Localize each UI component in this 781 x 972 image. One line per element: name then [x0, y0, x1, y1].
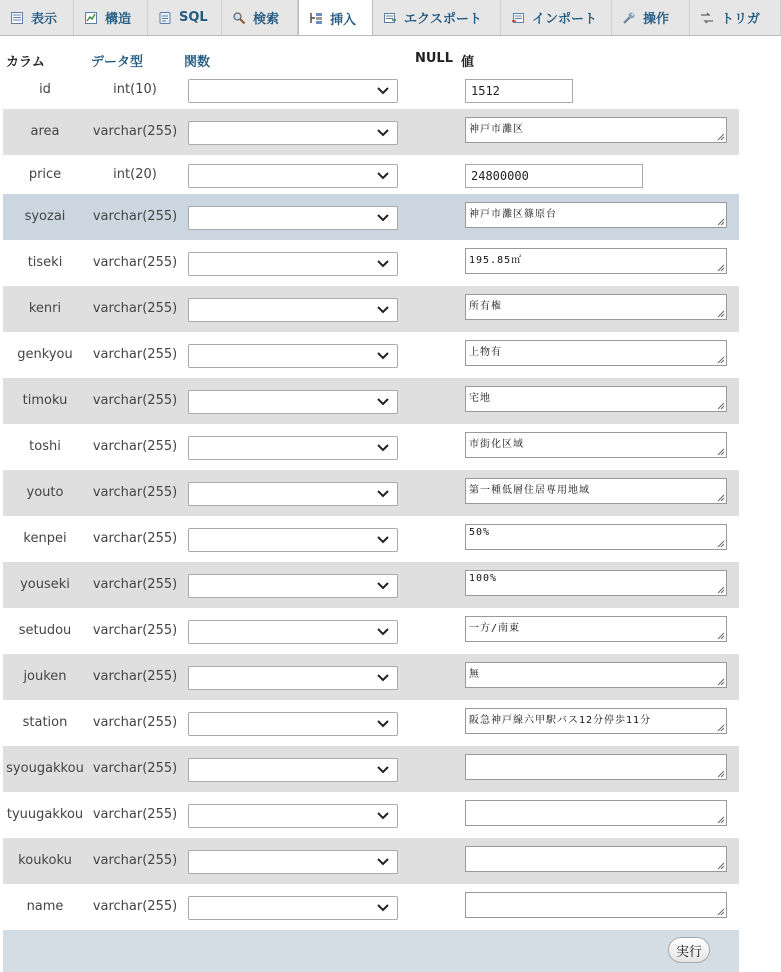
value-textarea[interactable]: [465, 708, 727, 734]
table-row: [3, 109, 739, 155]
tab-insert[interactable]: [298, 0, 373, 36]
search-icon: [232, 11, 246, 25]
resize-grip-icon[interactable]: [715, 262, 725, 272]
value-textarea[interactable]: [465, 616, 727, 642]
function-select[interactable]: [188, 758, 398, 782]
column-type: varchar(255): [92, 623, 178, 638]
structure-icon: [84, 11, 98, 25]
column-name: koukoku: [18, 853, 72, 868]
value-input[interactable]: 1512: [465, 79, 573, 103]
chevron-down-icon: [376, 170, 390, 182]
tab-label: 挿入: [330, 12, 357, 28]
function-select[interactable]: [188, 620, 398, 644]
table-row: [3, 516, 739, 562]
insert-icon: [309, 11, 323, 25]
resize-grip-icon[interactable]: [715, 492, 725, 502]
header-null: NULL: [415, 51, 454, 66]
resize-grip-icon[interactable]: [715, 538, 725, 548]
export-icon: [383, 11, 397, 25]
function-select[interactable]: [188, 574, 398, 598]
function-select[interactable]: [188, 206, 398, 230]
column-name: youto: [26, 485, 64, 500]
tab-import[interactable]: [501, 0, 612, 35]
resize-grip-icon[interactable]: [715, 722, 725, 732]
tab-label: 表示: [31, 12, 58, 27]
value-text: 阪急神戸線六甲駅バス12分停歩11分: [469, 715, 652, 726]
value-text: 195.85㎡: [469, 255, 523, 266]
table-row: [3, 155, 739, 194]
table-row: [3, 424, 739, 470]
value-textarea[interactable]: [465, 570, 727, 596]
chevron-down-icon: [376, 718, 390, 730]
column-name: id: [39, 82, 51, 97]
value-textarea[interactable]: [465, 248, 727, 274]
value-text: 第一種低層住居専用地域: [469, 485, 590, 496]
value-textarea[interactable]: [465, 524, 727, 550]
tab-sql[interactable]: [148, 0, 222, 35]
tab-triggers[interactable]: [690, 0, 781, 35]
value-text: 一方/南東: [469, 623, 521, 634]
resize-grip-icon[interactable]: [715, 814, 725, 824]
tab-structure[interactable]: [74, 0, 148, 35]
function-select[interactable]: [188, 298, 398, 322]
table-row: [3, 286, 739, 332]
column-name: tiseki: [27, 255, 63, 270]
column-name: youseki: [20, 577, 70, 592]
execute-button[interactable]: 実行: [668, 937, 710, 963]
column-type: varchar(255): [92, 715, 178, 730]
chevron-down-icon: [376, 626, 390, 638]
table-row: [3, 700, 739, 746]
column-name: kenpei: [23, 531, 67, 546]
tab-bar: [0, 0, 781, 36]
triggers-icon: [700, 11, 714, 25]
tab-search[interactable]: [222, 0, 298, 35]
browse-icon: [10, 11, 24, 25]
column-type: varchar(255): [92, 531, 178, 546]
chevron-down-icon: [376, 127, 390, 139]
function-select[interactable]: [188, 121, 398, 145]
value-textarea[interactable]: [465, 892, 727, 918]
tab-label: 構造: [105, 12, 132, 27]
column-name: station: [22, 715, 68, 730]
chevron-down-icon: [376, 258, 390, 270]
tab-label: 操作: [643, 12, 670, 27]
column-type: varchar(255): [92, 301, 178, 316]
table-row: [3, 470, 739, 516]
function-select[interactable]: [188, 79, 398, 103]
function-select[interactable]: [188, 164, 398, 188]
resize-grip-icon[interactable]: [715, 308, 725, 318]
column-name: kenri: [28, 301, 62, 316]
value-text: 宅地: [469, 393, 491, 404]
table-row: [3, 70, 739, 109]
column-name: price: [28, 167, 62, 182]
table-row: [3, 884, 739, 930]
column-type: varchar(255): [92, 255, 178, 270]
table-row: [3, 746, 739, 792]
column-type: varchar(255): [92, 439, 178, 454]
value-textarea[interactable]: [465, 202, 727, 228]
column-type: varchar(255): [92, 761, 178, 776]
resize-grip-icon[interactable]: [715, 446, 725, 456]
function-select[interactable]: [188, 482, 398, 506]
column-type: varchar(255): [92, 669, 178, 684]
resize-grip-icon[interactable]: [715, 906, 725, 916]
table-row: [3, 608, 739, 654]
column-name: jouken: [23, 669, 67, 684]
tab-label: 検索: [253, 12, 280, 27]
column-type: varchar(255): [92, 577, 178, 592]
value-textarea[interactable]: [465, 432, 727, 458]
table-row: [3, 378, 739, 424]
value-textarea[interactable]: [465, 117, 727, 143]
tab-label: エクスポート: [404, 12, 482, 27]
column-name: tyuugakkou: [6, 807, 84, 822]
column-type: varchar(255): [92, 899, 178, 914]
function-select[interactable]: [188, 390, 398, 414]
value-text: 市街化区域: [469, 439, 524, 450]
tab-export[interactable]: [373, 0, 501, 35]
column-name: setudou: [18, 623, 72, 638]
value-textarea[interactable]: [465, 386, 727, 412]
value-input[interactable]: 24800000: [465, 164, 643, 188]
function-select[interactable]: [188, 804, 398, 828]
column-name: syougakkou: [6, 761, 84, 776]
chevron-down-icon: [376, 580, 390, 592]
table-row: [3, 240, 739, 286]
resize-grip-icon[interactable]: [715, 131, 725, 141]
import-icon: [511, 11, 525, 25]
value-text: 上物有: [469, 347, 502, 358]
column-type: varchar(255): [92, 124, 178, 139]
chevron-down-icon: [376, 396, 390, 408]
chevron-down-icon: [376, 85, 390, 97]
table-row: [3, 194, 739, 240]
value-textarea[interactable]: [465, 294, 727, 320]
chevron-down-icon: [376, 856, 390, 868]
column-name: genkyou: [17, 347, 73, 362]
column-name: toshi: [29, 439, 61, 454]
function-select[interactable]: [188, 850, 398, 874]
chevron-down-icon: [376, 902, 390, 914]
function-select[interactable]: [188, 252, 398, 276]
chevron-down-icon: [376, 534, 390, 546]
resize-grip-icon[interactable]: [715, 860, 725, 870]
header-function[interactable]: 関数: [184, 55, 211, 70]
header-value: 値: [461, 55, 475, 70]
resize-grip-icon[interactable]: [715, 400, 725, 410]
value-textarea[interactable]: [465, 846, 727, 872]
tab-wrench[interactable]: [612, 0, 690, 35]
value-textarea[interactable]: [465, 662, 727, 688]
tab-browse[interactable]: [0, 0, 74, 35]
header-type[interactable]: データ型: [91, 55, 144, 70]
insert-form-table: [3, 46, 739, 930]
table-row: [3, 332, 739, 378]
resize-grip-icon[interactable]: [715, 630, 725, 640]
value-textarea[interactable]: [465, 478, 727, 504]
table-row: [3, 562, 739, 608]
value-textarea[interactable]: [465, 800, 727, 826]
chevron-down-icon: [376, 810, 390, 822]
chevron-down-icon: [376, 212, 390, 224]
chevron-down-icon: [376, 304, 390, 316]
table-row: [3, 838, 739, 884]
chevron-down-icon: [376, 350, 390, 362]
resize-grip-icon[interactable]: [715, 584, 725, 594]
tab-label: トリガ: [721, 12, 760, 27]
value-text: 50%: [469, 527, 491, 538]
column-type: varchar(255): [92, 485, 178, 500]
function-select[interactable]: [188, 528, 398, 552]
header-column: カラム: [6, 55, 45, 70]
tab-label: インポート: [532, 12, 598, 27]
chevron-down-icon: [376, 764, 390, 776]
function-select[interactable]: [188, 436, 398, 460]
table-row: [3, 654, 739, 700]
value-text: 神戸市灘区: [469, 124, 524, 135]
column-type: varchar(255): [92, 853, 178, 868]
chevron-down-icon: [376, 488, 390, 500]
tab-label: SQL: [179, 10, 208, 25]
sql-icon: [158, 11, 172, 25]
function-select[interactable]: [188, 712, 398, 736]
table-row: [3, 792, 739, 838]
column-name: timoku: [22, 393, 68, 408]
function-select[interactable]: [188, 666, 398, 690]
column-type: int(10): [113, 82, 157, 97]
column-type: varchar(255): [92, 393, 178, 408]
column-type: varchar(255): [92, 209, 178, 224]
column-type: int(20): [113, 167, 157, 182]
chevron-down-icon: [376, 442, 390, 454]
column-type: varchar(255): [92, 347, 178, 362]
value-textarea[interactable]: [465, 340, 727, 366]
value-textarea[interactable]: [465, 754, 727, 780]
value-text: 所有権: [469, 301, 502, 312]
value-text: 神戸市灘区篠原台: [469, 209, 557, 220]
function-select[interactable]: [188, 344, 398, 368]
column-name: area: [30, 124, 60, 139]
resize-grip-icon[interactable]: [715, 216, 725, 226]
resize-grip-icon[interactable]: [715, 768, 725, 778]
function-select[interactable]: [188, 896, 398, 920]
table-header: [3, 46, 739, 70]
column-type: varchar(255): [92, 807, 178, 822]
form-footer: [3, 930, 739, 972]
value-text: 無: [469, 669, 480, 680]
column-name: name: [26, 899, 64, 914]
wrench-icon: [622, 11, 636, 25]
column-name: syozai: [24, 209, 66, 224]
chevron-down-icon: [376, 672, 390, 684]
resize-grip-icon[interactable]: [715, 676, 725, 686]
resize-grip-icon[interactable]: [715, 354, 725, 364]
value-text: 100%: [469, 573, 498, 584]
